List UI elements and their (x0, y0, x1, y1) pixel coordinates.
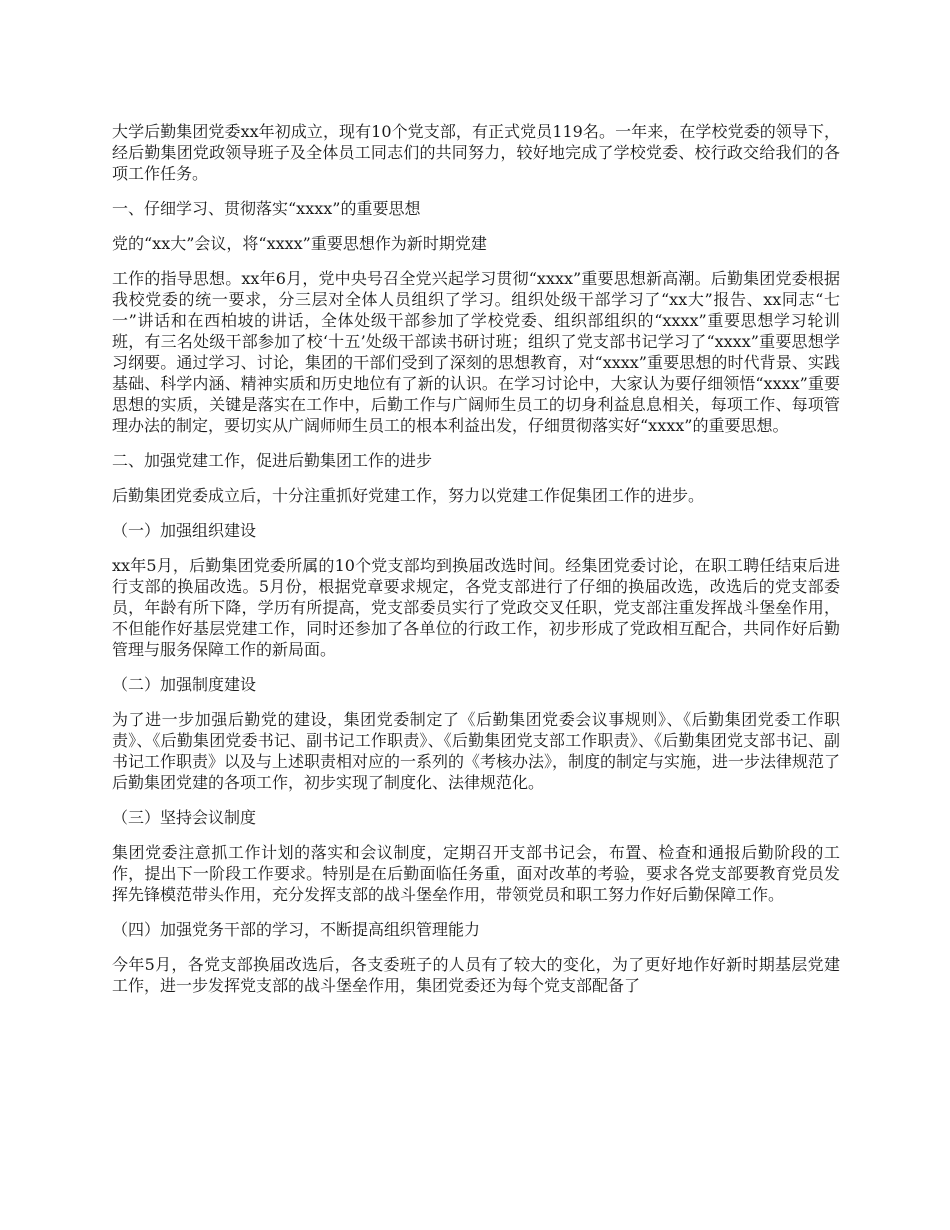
document-page (112, 121, 840, 1010)
body-paragraph: 党的“xx大”会议，将“xxxx”重要思想作为新时期党建 (112, 234, 487, 253)
body-paragraph: 后勤集团党委成立后，十分注重抓好党建工作，努力以党建工作促集团工作的进步。 (112, 486, 705, 505)
body-paragraph: 工作的指导思想。xx年6月，党中央号召全党兴起学习贯彻“xxxx”重要思想新高潮。后勤集团党委根据我校党委的统一要求，分三层对全体人员组织了学习。组织处级干部学习了“xx大”报告、xx同志“七一”讲话和在西柏坡的讲话，全体处级干部参加了学校党委、组织部组织的“xxxx”重要思想学习轮训班，有三名处级干部参加了校‘十五’处级干部读书研讨班；组织了党支部书记学习了“xxxx”重要思想学习纲要。通过学习、讨论，集团的干部们受到了深刻的思想教育，对“xxxx”重要思想的时代背景、实践基础、科学内涵、精神实质和历史地位有了新的认识。在学习讨论中，大家认为要仔细领悟“xxxx”重要思想的实质，关键是落实在工作中，后勤工作与广阔师生员工的切身利益息息相关，每项工作、每项管理办法的制定，要切实从广阔师师生员工的根本利益出发，仔细贯彻落实好“xxxx”的重要思想。 (112, 269, 840, 435)
body-paragraph: 今年5月，各党支部换届改选后，各支委班子的人员有了较大的变化，为了更好地作好新时期基层党建工作，进一步发挥党支部的战斗堡垒作用，集团党委还为每个党支部配备了 (112, 955, 840, 995)
subsection-heading-1: （一）加强组织建设 (112, 521, 257, 540)
section-heading-1: 一、仔细学习、贯彻落实“xxxx”的重要思想 (112, 199, 421, 218)
section-heading-2: 二、加强党建工作，促进后勤集团工作的进步 (112, 451, 433, 470)
body-paragraph: 为了进一步加强后勤党的建设，集团党委制定了《后勤集团党委会议事规则》、《后勤集团党委工作职责》、《后勤集团党委书记、副书记工作职责》、《后勤集团党支部工作职责》、《后勤集团党支部书记、副书记工作职责》以及与上述职责相对应的一系列的《考核办法》，制度的制定与实施，进一步法律规范了后勤集团党建的各项工作，初步实现了制度化、法律规范化。 (112, 710, 841, 792)
subsection-heading-3: （三）坚持会议制度 (112, 808, 257, 827)
subsection-heading-2: （二）加强制度建设 (112, 675, 257, 694)
body-paragraph: 集团党委注意抓工作计划的落实和会议制度，定期召开支部书记会，布置、检查和通报后勤阶段的工作，提出下一阶段工作要求。特别是在后勤面临任务重，面对改革的考验，要求各党支部要教育党员发挥先锋模范带头作用，充分发挥支部的战斗堡垒作用，带领党员和职工努力作好后勤保障工作。 (112, 843, 840, 904)
intro-paragraph: 大学后勤集团党委xx年初成立，现有10个党支部，有正式党员119名。一年来，在学校党委的领导下，经后勤集团党政领导班子及全体员工同志们的共同努力，较好地完成了学校党委、校行政交给我们的各项工作任务。 (112, 122, 840, 183)
subsection-heading-4: （四）加强党务干部的学习，不断提高组织管理能力 (112, 920, 481, 939)
body-paragraph: xx年5月，后勤集团党委所属的10个党支部均到换届改选时间。经集团党委讨论，在职工聘任结束后进行支部的换届改选。5月份，根据党章要求规定，各党支部进行了仔细的换届改选，改选后的党支部委员，年龄有所下降，学历有所提高，党支部委员实行了党政交叉任职，党支部注重发挥战斗堡垒作用，不但能作好基层党建工作，同时还参加了各单位的行政工作，初步形成了党政相互配合，共同作好后勤管理与服务保障工作的新局面。 (112, 556, 840, 659)
